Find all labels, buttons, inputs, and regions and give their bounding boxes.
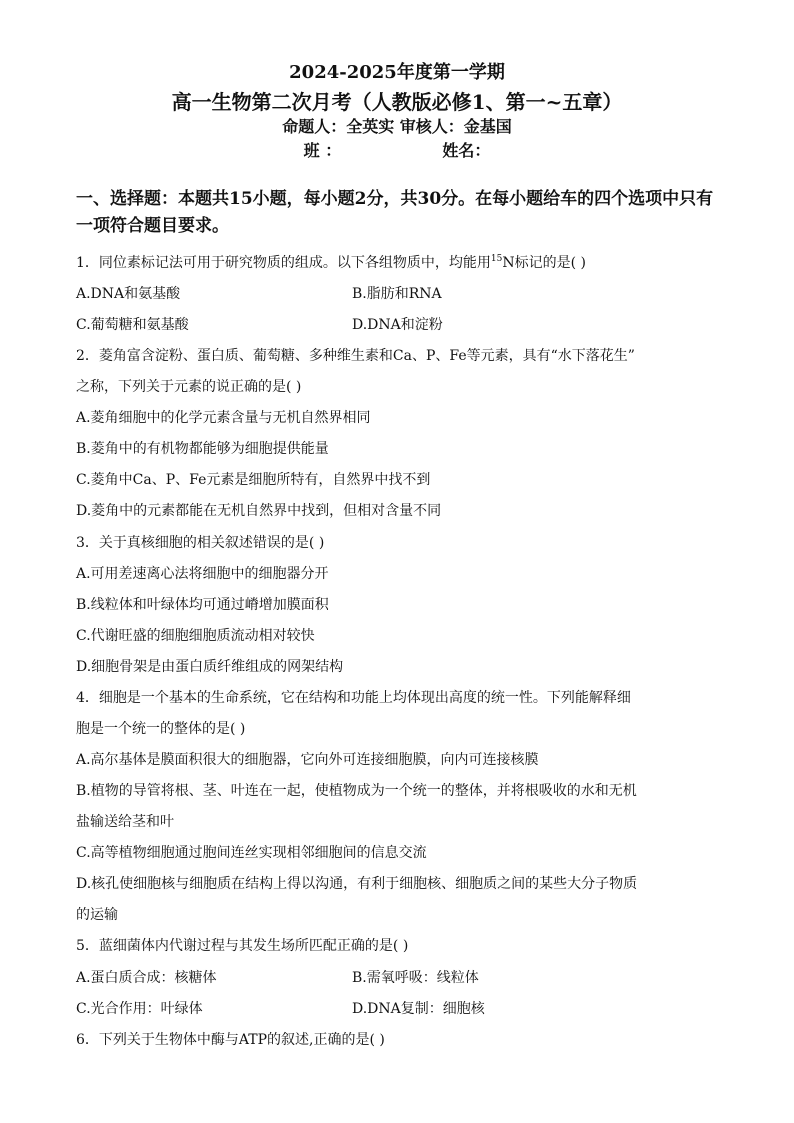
q2-option-d: D.菱角中的元素都能在无机自然界中找到，但相对含量不同 — [76, 503, 442, 519]
q4-option-c: C.高等植物细胞通过胞间连丝实现相邻细胞间的信息交流 — [76, 845, 427, 861]
term-title: 2024-2025年度第一学期 — [289, 62, 505, 83]
question-6-stem: 6．下列关于生物体中酶与ATP的叙述,正确的是( ) — [76, 1032, 385, 1048]
question-5-stem: 5．蓝细菌体内代谢过程与其发生场所匹配正确的是( ) — [76, 938, 409, 954]
q2-option-c: C.菱角中Ca、P、Fe元素是细胞所特有，自然界中找不到 — [76, 472, 431, 488]
q4-option-a: A.高尔基体是膜面积很大的细胞器，它向外可连接细胞膜，向内可连接核膜 — [76, 752, 539, 768]
question-4-stem-line-1: 4．细胞是一个基本的生命系统，它在结构和功能上均体现出高度的统一性。下列能解释细 — [76, 690, 631, 706]
q1-option-d: D.DNA和淀粉 — [352, 317, 443, 333]
question-4-stem-line-2: 胞是一个统一的整体的是( ) — [76, 721, 246, 737]
q4-option-b-line-1: B.植物的导管将根、茎、叶连在一起，使植物成为一个统一的整体，并将根吸收的水和无机 — [76, 783, 637, 799]
section-title: 一、选择题：本题共15小题，每小题2分，共30分。在每小题给车的四个选项中只有一项符合题目要求。 — [76, 189, 714, 236]
q3-option-b: B.线粒体和叶绿体均可通过嵴增加膜面积 — [76, 597, 329, 613]
q5-option-a: A.蛋白质合成：核糖体 — [76, 970, 217, 986]
q2-option-b: B.菱角中的有机物都能够为细胞提供能量 — [76, 441, 329, 457]
q3-option-d: D.细胞骨架是由蛋白质纤维组成的网架结构 — [76, 659, 344, 675]
question-3-stem: 3．关于真核细胞的相关叙述错误的是( ) — [76, 535, 325, 551]
q1-option-c: C.葡萄糖和氨基酸 — [76, 317, 189, 333]
class-label: 班 ： — [303, 141, 342, 160]
q5-option-d: D.DNA复制：细胞核 — [352, 1001, 485, 1017]
q1-option-b: B.脂肪和RNA — [352, 286, 442, 302]
question-2-stem-line-2: 之称，下列关于元素的说正确的是( ) — [76, 379, 302, 395]
q2-option-a: A.菱角细胞中的化学元素含量与无机自然界相同 — [76, 410, 371, 426]
authors-line: 命题人：全英实 审核人：金基国 — [282, 117, 512, 136]
q1-option-a: A.DNA和氨基酸 — [76, 286, 181, 302]
question-1-stem: 1．同位素标记法可用于研究物质的组成。以下各组物质中，均能用$^{15}$N标记的是( ) — [76, 254, 586, 271]
q4-option-b-line-2: 盐输送给茎和叶 — [76, 814, 174, 830]
exam-title: 高一生物第二次月考（人教版必修1、第一~五章） — [171, 90, 623, 114]
isotope-superscript: 15 — [490, 254, 503, 264]
student-info-line — [0, 138, 794, 161]
q3-option-a: A.可用差速离心法将细胞中的细胞器分开 — [76, 566, 329, 582]
q4-option-d-line-1: D.核孔使细胞核与细胞质在结构上得以沟通，有利于细胞核、细胞质之间的某些大分子物质 — [76, 876, 638, 892]
name-label: 姓名： — [442, 141, 491, 160]
q5-option-c: C.光合作用：叶绿体 — [76, 1001, 203, 1017]
q3-option-c: C.代谢旺盛的细胞细胞质流动相对较快 — [76, 628, 315, 644]
q4-option-d-line-2: 的运输 — [76, 907, 118, 923]
q5-option-b: B.需氧呼吸：线粒体 — [352, 970, 479, 986]
question-2-stem-line-1: 2．菱角富含淀粉、蛋白质、葡萄糖、多种维生素和Ca、P、Fe等元素，具有“水下落花生” — [76, 348, 635, 364]
